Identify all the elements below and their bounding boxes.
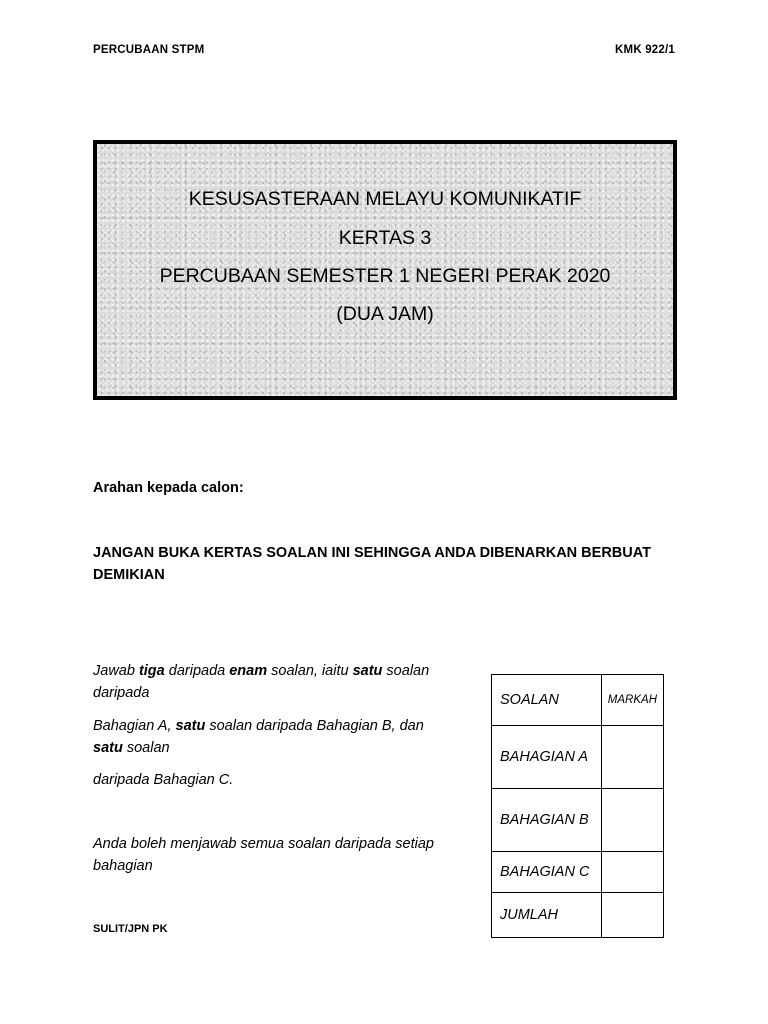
title-subject: KESUSASTERAAN MELAYU KOMUNIKATIF — [188, 188, 582, 210]
row-label-jumlah: JUMLAH — [492, 893, 602, 938]
instruction-text: soalan, iaitu — [267, 663, 353, 679]
row-label-bahagian-a: BAHAGIAN A — [492, 726, 602, 789]
table-row — [492, 893, 664, 938]
instruction-emphasis: satu — [175, 718, 206, 734]
footer-text: SULIT/JPN PK — [93, 923, 168, 935]
marks-table — [491, 674, 664, 938]
instruction-paragraph-3: daripada Bahagian C. — [93, 772, 234, 788]
instruction-paragraph-2 — [93, 715, 483, 759]
table-row — [492, 852, 664, 893]
table-row — [492, 789, 664, 852]
instruction-emphasis: tiga — [138, 663, 165, 679]
table-header-row — [492, 675, 664, 726]
header-right-code: KMK 922/1 — [615, 44, 675, 56]
row-mark-bahagian-b — [601, 789, 663, 852]
instruction-text: soalan daripada Bahagian B, dan — [205, 718, 424, 734]
warning-text: JANGAN BUKA KERTAS SOALAN INI SEHINGGA ANDA DIBENARKAN BERBUAT DEMIKIAN — [93, 545, 651, 583]
instruction-text: Bahagian A, — [93, 718, 176, 734]
instruction-paragraph-1 — [93, 660, 483, 704]
instruction-emphasis: satu — [352, 663, 383, 679]
row-mark-bahagian-a — [601, 726, 663, 789]
header-soalan: SOALAN — [492, 675, 602, 726]
title-duration: (DUA JAM) — [336, 303, 434, 325]
title-paper: KERTAS 3 — [338, 227, 432, 249]
row-label-bahagian-b: BAHAGIAN B — [492, 789, 602, 852]
instruction-text: daripada — [164, 663, 230, 679]
row-label-bahagian-c: BAHAGIAN C — [492, 852, 602, 893]
header-left-text: PERCUBAAN STPM — [93, 44, 205, 56]
table-row — [492, 726, 664, 789]
title-exam: PERCUBAAN SEMESTER 1 NEGERI PERAK 2020 — [159, 265, 611, 287]
instruction-emphasis: enam — [229, 663, 268, 679]
instruction-text: Jawab — [93, 663, 139, 679]
instruction-text: soalan — [122, 740, 170, 756]
row-mark-jumlah — [601, 893, 663, 938]
header-markah: MARKAH — [601, 675, 663, 726]
instruction-emphasis: satu — [93, 740, 123, 756]
instruction-paragraph-4: Anda boleh menjawab semua soalan daripada setiap bahagian — [93, 836, 434, 874]
title-box — [93, 140, 677, 400]
instruction-text: soalan daripada — [93, 663, 430, 701]
row-mark-bahagian-c — [601, 852, 663, 893]
instructions-heading: Arahan kepada calon: — [93, 480, 244, 496]
